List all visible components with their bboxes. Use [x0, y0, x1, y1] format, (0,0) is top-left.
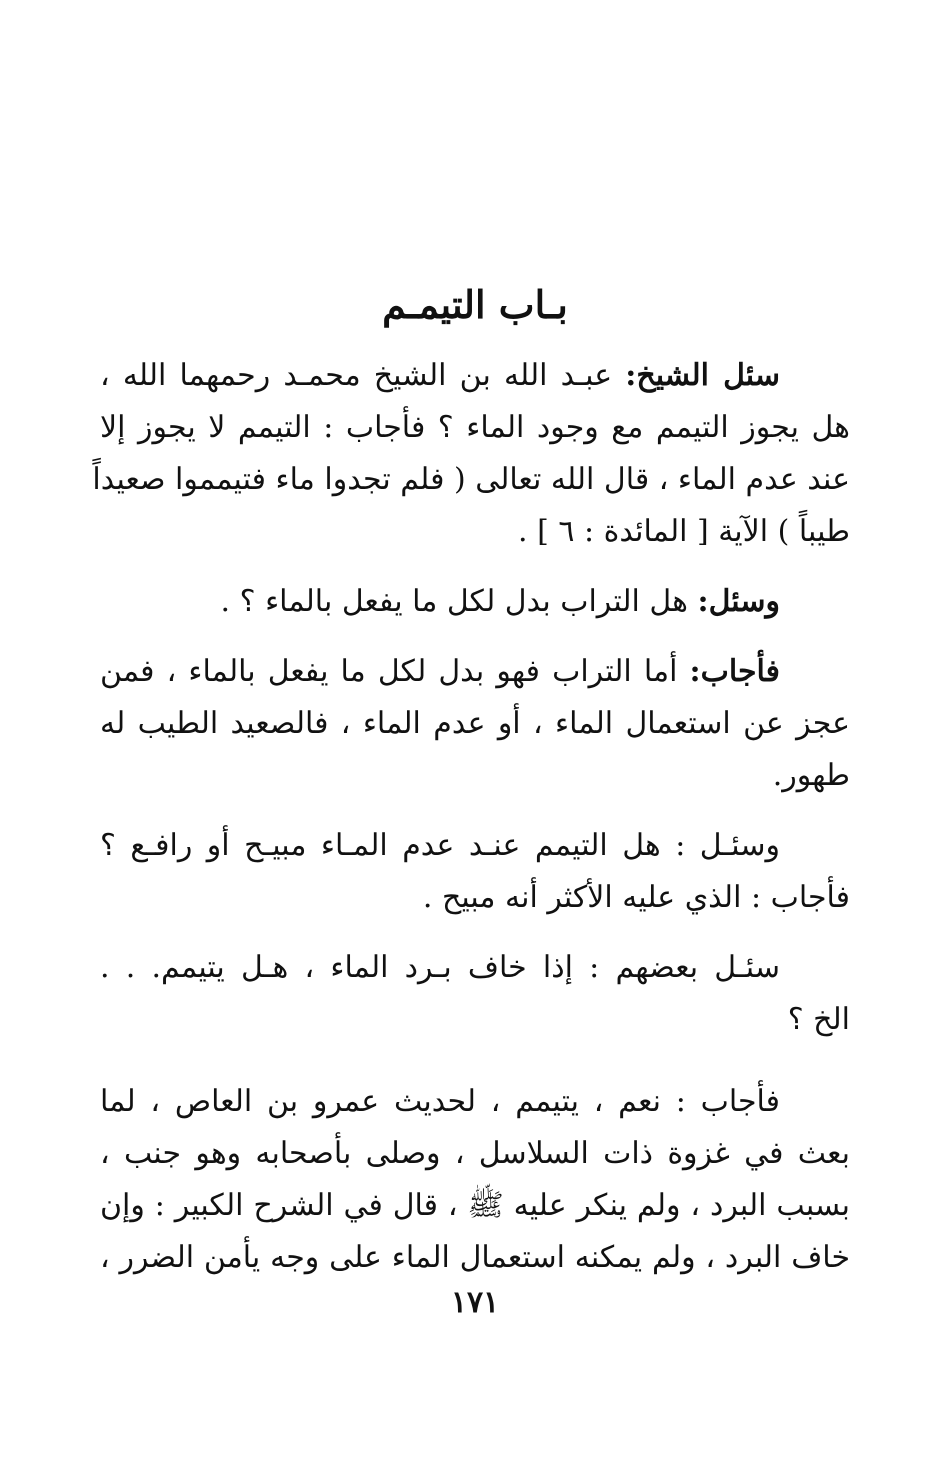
text-line: فأجاب : نعم ، يتيمم ، لحديث عمرو بن العاص ، لما [100, 1084, 780, 1119]
paragraph-answer-2 [100, 646, 850, 802]
paragraph-question-2 [100, 576, 850, 628]
text-line [100, 646, 850, 698]
text-line: بعث في غزوة ذات السلاسل ، وصلى بأصحابه وهو جنب ، [100, 1136, 850, 1171]
page-number: ١٧١ [450, 1285, 500, 1320]
paragraph-question-1 [92, 350, 850, 558]
paragraph-answer-4 [100, 1076, 850, 1284]
text-line: سئـل بعضهم : إذا خاف بـرد الماء ، هـل يتيمم. . . [100, 950, 780, 985]
text-line-content: أما التراب فهو بدل لكل ما يفعل بالماء ، فمن [100, 654, 678, 689]
page-body [92, 350, 850, 1302]
text-line: فأجاب : الذي عليه الأكثر أنه مبيح . [422, 880, 850, 915]
text-line: الخ ؟ [787, 1002, 850, 1037]
text-line [100, 576, 850, 628]
book-page [92, 0, 850, 1478]
text-line-content: هل التراب بدل لكل ما يفعل بالماء ؟ . [220, 584, 688, 619]
paragraph-lead: فأجاب: [689, 654, 780, 689]
paragraph-question-3 [100, 820, 850, 924]
chapter-title: بـاب التيمـم [382, 282, 568, 328]
text-line-content: عبـد الله بن الشيخ محمـد رحمهما الله ، [100, 358, 613, 393]
text-line: بسبب البرد ، ولم ينكر عليه ﷺ ، قال في الشرح الكبير : وإن [100, 1188, 850, 1223]
text-line: خاف البرد ، ولم يمكنه استعمال الماء على وجه يأمن الضرر ، [100, 1240, 850, 1275]
text-line: طهور. [772, 758, 850, 793]
paragraph-lead: سئل الشيخ: [625, 358, 780, 393]
text-line: عند عدم الماء ، قال الله تعالى ( فلم تجدوا ماء فتيمموا صعيداً [92, 462, 850, 497]
text-line: هل يجوز التيمم مع وجود الماء ؟ فأجاب : التيمم لا يجوز إلا [100, 410, 850, 445]
paragraph-lead: وسئل: [697, 584, 780, 619]
text-line: وسئـل : هل التيمم عنـد عدم المـاء مبيـح أو رافـع ؟ [100, 828, 780, 863]
text-line: طيباً ) الآية [ المائدة : ٦ ] . [518, 514, 850, 549]
text-line: عجز عن استعمال الماء ، أو عدم الماء ، فالصعيد الطيب له [100, 706, 850, 741]
text-line [100, 350, 850, 402]
paragraph-question-4 [100, 942, 850, 1046]
